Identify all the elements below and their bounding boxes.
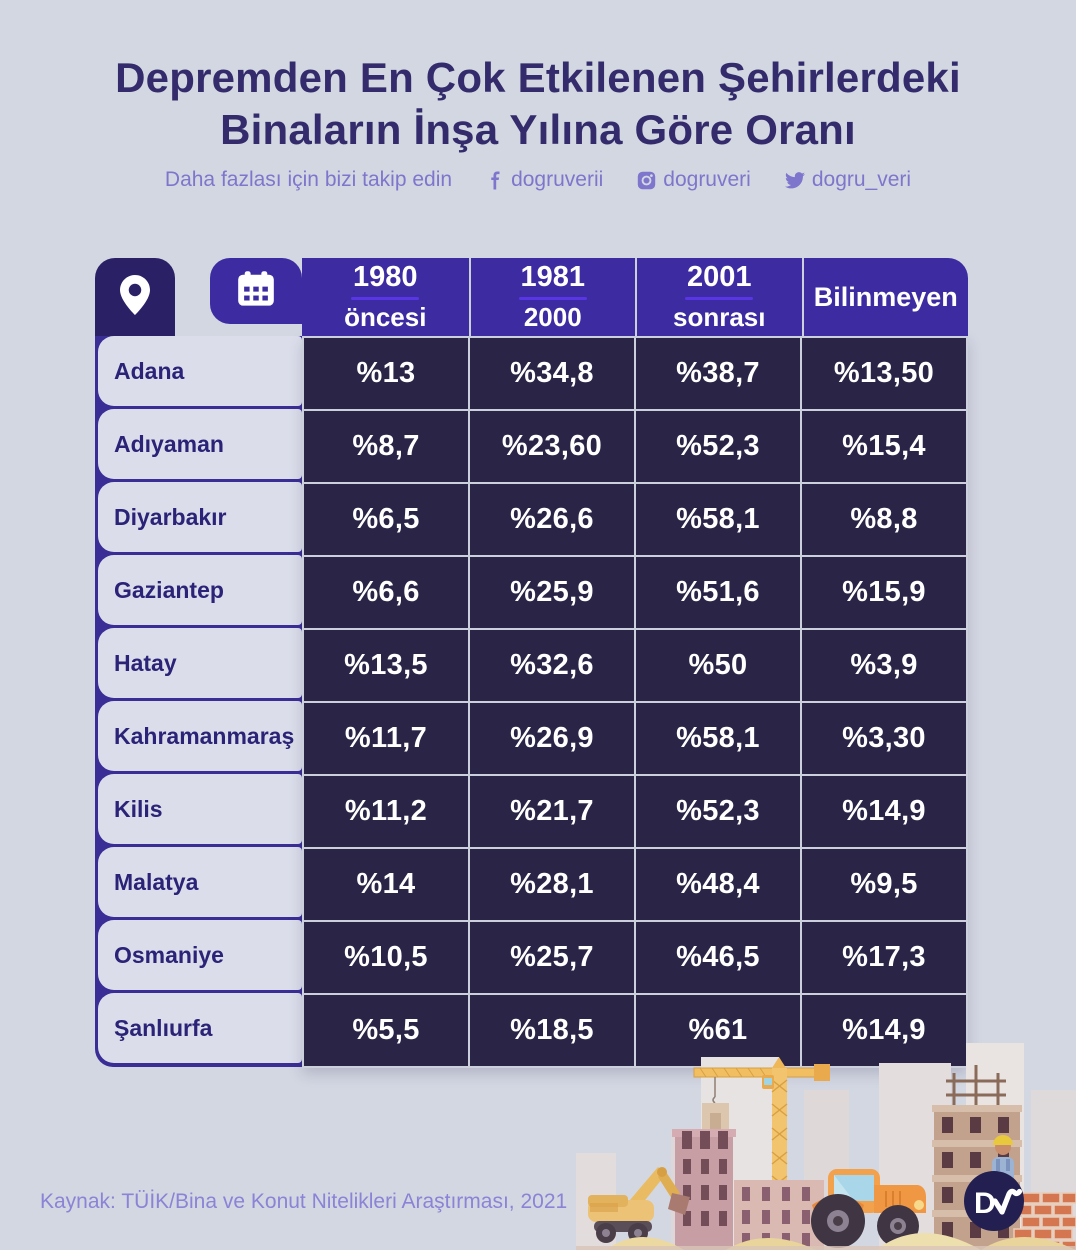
value-cell: %50 xyxy=(636,630,800,701)
value-cell: %34,8 xyxy=(470,338,634,409)
mauve-building xyxy=(672,1129,736,1250)
value-cell: %52,3 xyxy=(636,411,800,482)
value-cell: %11,2 xyxy=(304,776,468,847)
value-cell: %28,1 xyxy=(470,849,634,920)
value-cell: %6,5 xyxy=(304,484,468,555)
data-table xyxy=(95,258,968,1070)
value-cell: %5,5 xyxy=(304,995,468,1066)
value-cell: %23,60 xyxy=(470,411,634,482)
value-cell: %58,1 xyxy=(636,484,800,555)
value-cell: %52,3 xyxy=(636,776,800,847)
city-label: Adıyaman xyxy=(98,409,302,479)
value-cell: %18,5 xyxy=(470,995,634,1066)
column-header: 1980 öncesi xyxy=(344,261,427,332)
dv-logo-text: D xyxy=(974,1187,996,1220)
page-title xyxy=(0,0,1076,156)
instagram-handle[interactable] xyxy=(637,168,751,192)
value-cell: %25,9 xyxy=(470,557,634,628)
value-cell: %25,7 xyxy=(470,922,634,993)
value-cell: %61 xyxy=(636,995,800,1066)
facebook-handle[interactable] xyxy=(486,168,603,192)
value-cell: %13,50 xyxy=(802,338,966,409)
calendar-tab xyxy=(210,258,302,324)
city-label: Gaziantep xyxy=(98,555,302,625)
value-cell: %48,4 xyxy=(636,849,800,920)
city-label: Adana xyxy=(98,336,302,406)
value-cell: %38,7 xyxy=(636,338,800,409)
city-column xyxy=(95,336,302,1067)
value-cell: %13 xyxy=(304,338,468,409)
column-header: 1981 2000 xyxy=(469,258,636,336)
facebook-icon xyxy=(486,171,504,190)
social-row xyxy=(0,168,1076,192)
city-label: Malatya xyxy=(98,847,302,917)
value-cell: %14,9 xyxy=(802,995,966,1066)
value-cell: %6,6 xyxy=(304,557,468,628)
twitter-handle[interactable] xyxy=(785,168,911,192)
city-label: Diyarbakır xyxy=(98,482,302,552)
value-cell: %51,6 xyxy=(636,557,800,628)
value-cell: %8,7 xyxy=(304,411,468,482)
value-cell: %3,9 xyxy=(802,630,966,701)
value-cell: %13,5 xyxy=(304,630,468,701)
column-header: 2001 sonrası xyxy=(635,258,802,336)
value-cell: %10,5 xyxy=(304,922,468,993)
twitter-handle-text: dogru_veri xyxy=(811,168,912,192)
value-cell: %14 xyxy=(304,849,468,920)
table-header-columns xyxy=(302,258,968,336)
city-label: Osmaniye xyxy=(98,920,302,990)
follow-text: Daha fazlası için bizi takip edin xyxy=(164,168,453,192)
dv-logo[interactable] xyxy=(964,1171,1024,1231)
city-label: Hatay xyxy=(98,628,302,698)
value-cell: %15,4 xyxy=(802,411,966,482)
city-label: Şanlıurfa xyxy=(98,993,302,1063)
city-label: Kilis xyxy=(98,774,302,844)
value-cell: %15,9 xyxy=(802,557,966,628)
values-grid xyxy=(302,336,968,1068)
value-cell: %26,9 xyxy=(470,703,634,774)
instagram-icon xyxy=(637,171,656,190)
twitter-icon xyxy=(785,172,805,189)
value-cell: %14,9 xyxy=(802,776,966,847)
city-label: Kahramanmaraş xyxy=(98,701,302,771)
title-line1: Depremden En Çok Etkilenen Şehirlerdeki xyxy=(115,54,961,101)
location-pin-icon xyxy=(120,275,150,320)
title-line2: Binaların İnşa Yılına Göre Oranı xyxy=(220,106,856,154)
value-cell: %3,30 xyxy=(802,703,966,774)
instagram-handle-text: dogruveri xyxy=(663,168,751,192)
value-cell: %8,8 xyxy=(802,484,966,555)
ground-line xyxy=(576,1246,1076,1250)
value-cell: %17,3 xyxy=(802,922,966,993)
location-pin-tab xyxy=(95,258,175,336)
column-header: Bilinmeyen xyxy=(802,258,969,336)
facebook-handle-text: dogruverii xyxy=(511,168,604,192)
value-cell: %26,6 xyxy=(470,484,634,555)
value-cell: %32,6 xyxy=(470,630,634,701)
value-cell: %9,5 xyxy=(802,849,966,920)
value-cell: %11,7 xyxy=(304,703,468,774)
value-cell: %46,5 xyxy=(636,922,800,993)
value-cell: %21,7 xyxy=(470,776,634,847)
calendar-icon xyxy=(237,271,275,312)
source-text: Kaynak: TÜİK/Bina ve Konut Nitelikleri Araştırması, 2021 xyxy=(40,1190,568,1213)
value-cell: %58,1 xyxy=(636,703,800,774)
